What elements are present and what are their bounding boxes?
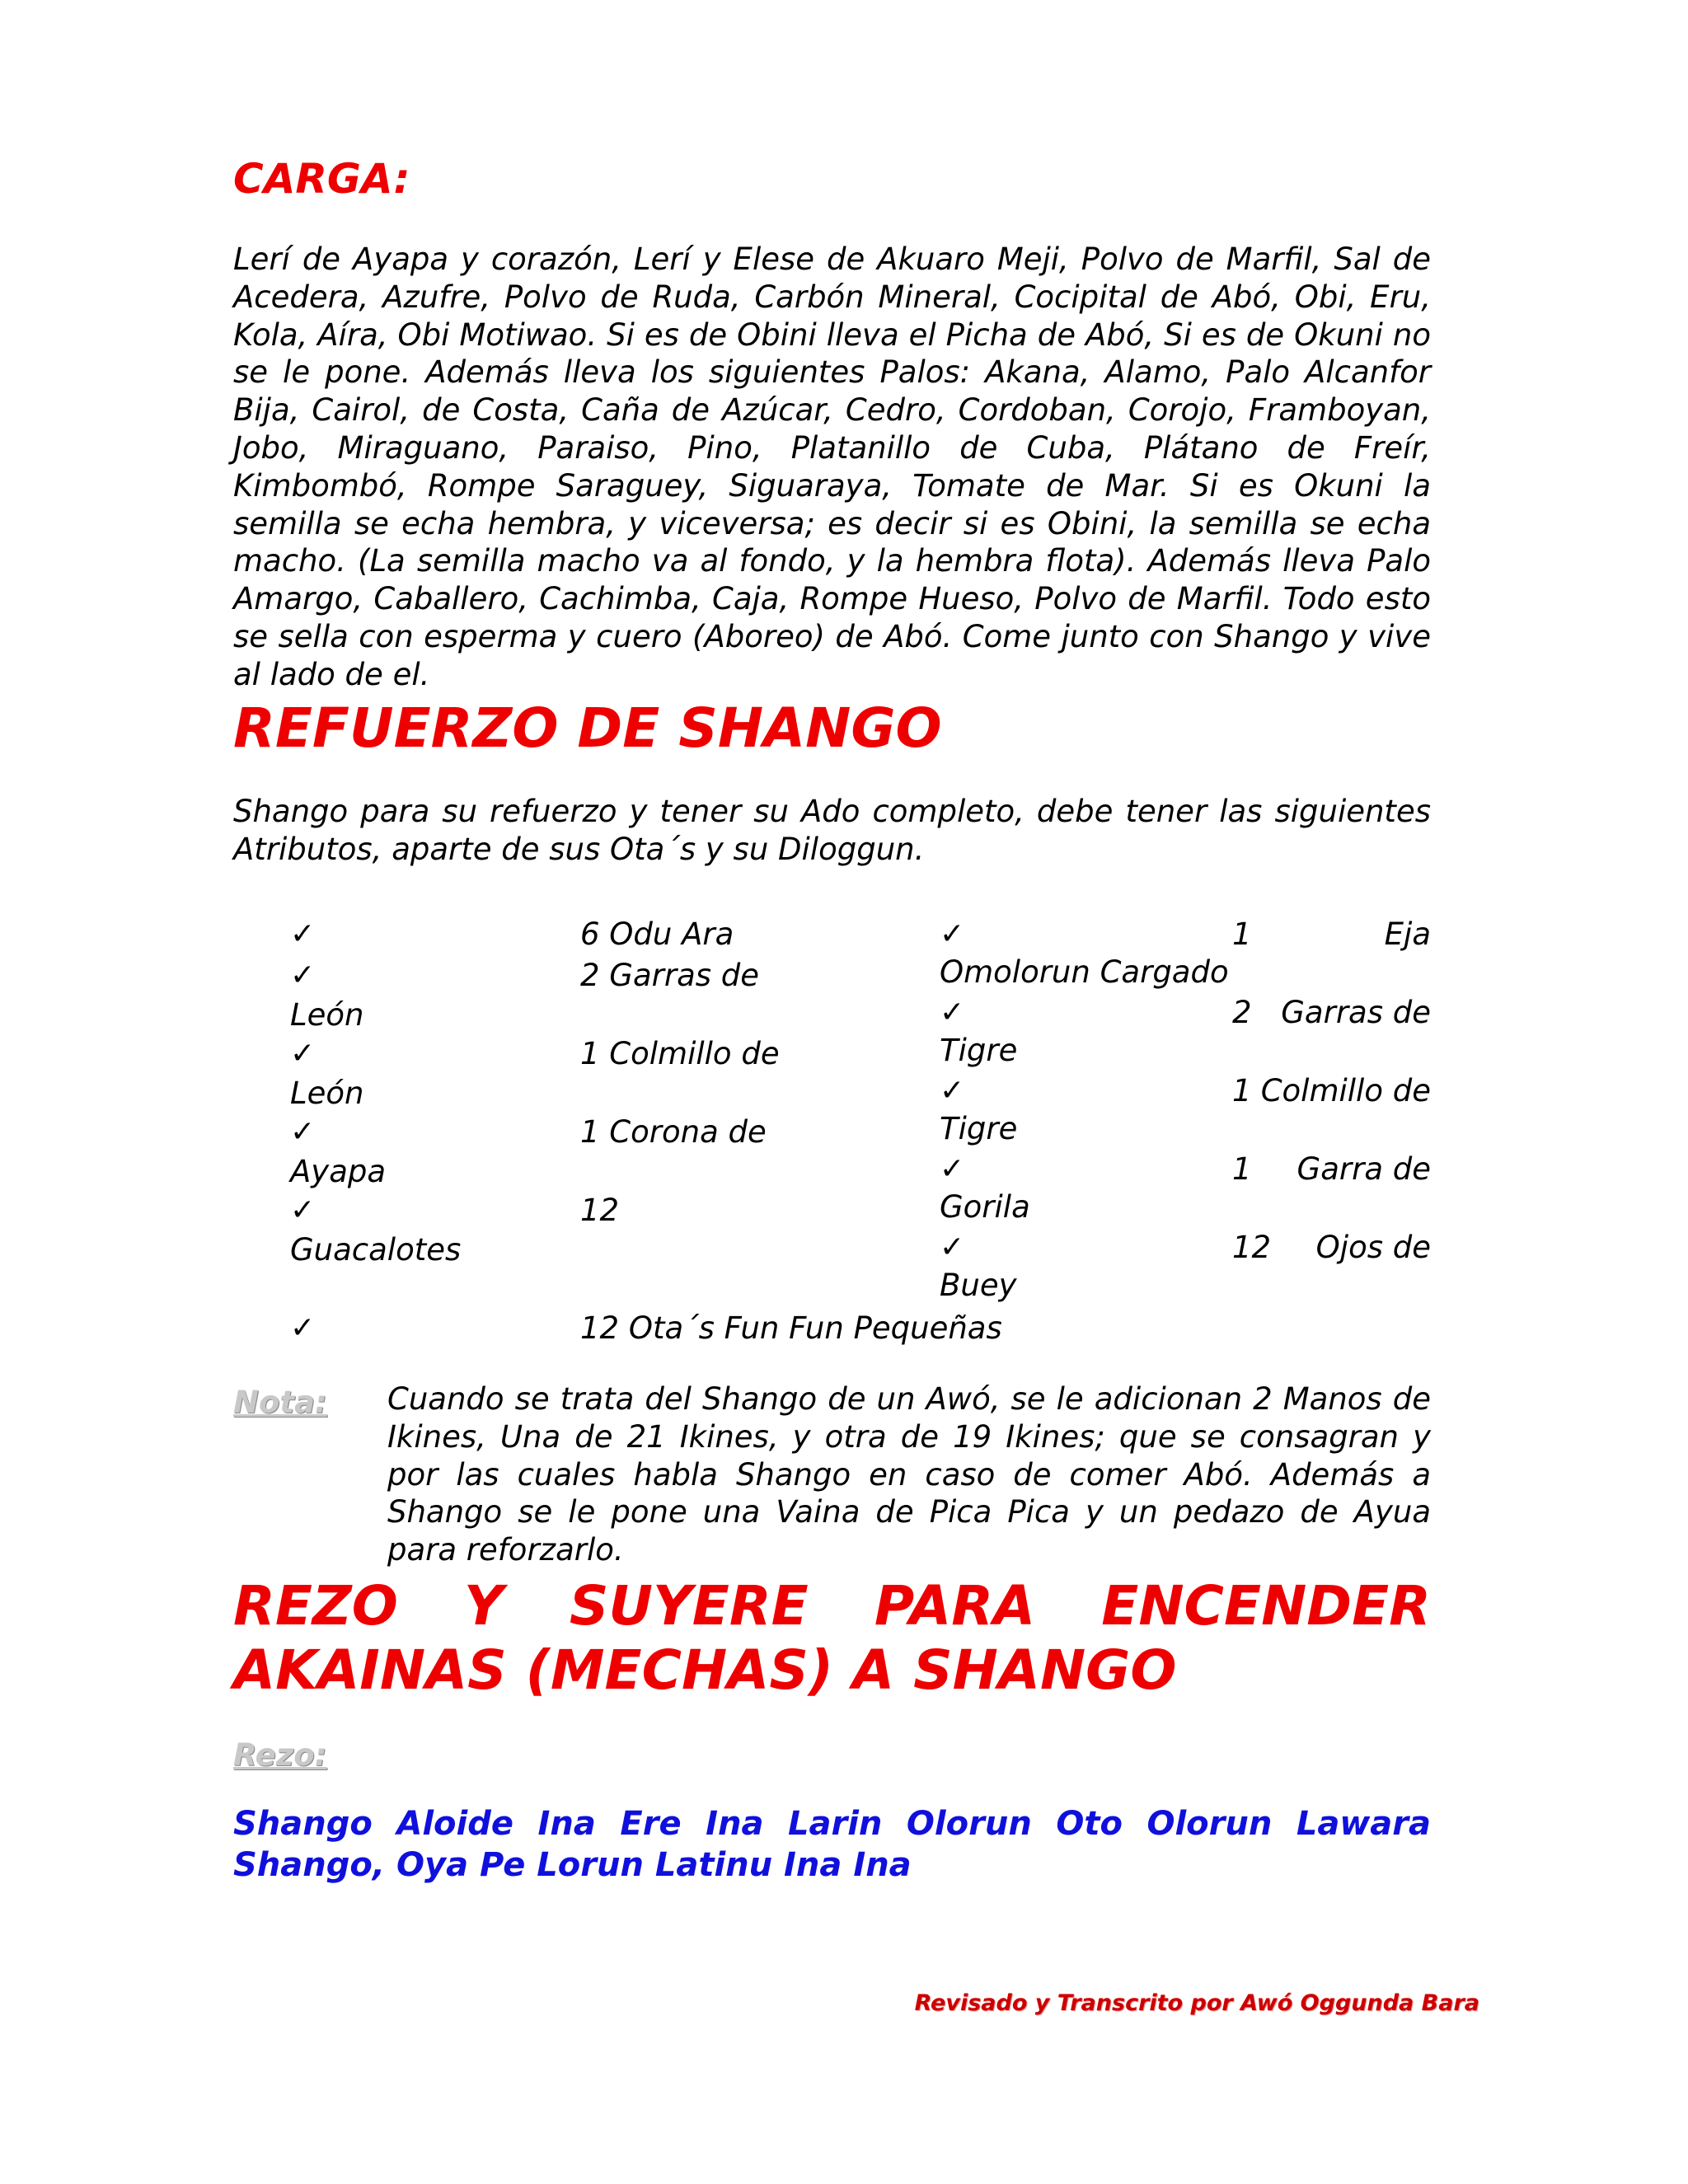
refuerzo-heading: REFUERZO DE SHANGO <box>233 696 942 760</box>
rezo-heading: REZO Y SUYERE PARA ENCENDER AKAINAS (MECHAS) A SHANGO <box>233 1574 1431 1702</box>
checkmark-icon: ✓ <box>940 917 965 951</box>
checkmark-icon: ✓ <box>290 917 316 951</box>
checkmark-icon: ✓ <box>940 1074 965 1108</box>
document-page: CARGA: Lerí de Ayapa y corazón, Lerí y Elese de Akuaro Meji, Polvo de Marfil, Sal de Acedera, Azufre, Polvo de Ruda, Carbón Mineral, Cocipital de Abó, Obi, Eru, Kola, Aíra, Obi Motiwao. Si es de Obini lleva el Picha de Abó, Si es de Okuni no se le pone. Además lleva los siguientes Palos: Akana, Alamo, Palo Alcanfor Bija, Cairol, de Costa, Caña de Azúcar, Cedro, Cordoban, Corojo, Framboyan, Jobo, Miraguano, Paraiso, Pino, Platanillo de Cuba, Plátano de Freír, Kimbombó, Rompe Saraguey, Siguaraya, Tomate de Mar. Si es Okuni la semilla se echa hembra, y viceversa; es decir si es Obini, la semilla se echa macho. (La semilla macho va al fondo, y la hembra flota). Además lleva Palo Amargo, Caballero, Cachimba, Caja, Rompe Hueso, Polvo de Marfil. Todo esto se sella con esperma y cuero (Aboreo) de Abó. Come junto con Shango y vive al lado de el. REFUERZO DE SHANGO Shango para su refuerzo y tener su Ado completo, debe tener las siguientes Atributos, aparte de sus Ota´s y su Diloggun. ✓ 6 Odu Ara ✓ 2 Garras de León ✓ 1 Colmillo de León ✓ 1 Corona de Ayapa ✓ 12 Guacalotes ✓ 12 Ota´s Fun Fun Pequeñas ✓ 1 Eja Omolorun Cargado ✓ 2 Garras de Tigre ✓ 1 Colmillo de Tigre ✓ 1 Garra de Gorila ✓ 12 Ojos de Buey Nota: Cuando se trata del Shango de un Awó, se le adicionan 2 Manos de Ikines, Una de 21 Ikines, y otra de 19 Ikines; que se consagran y por las cuales habla Shango en caso de comer Abó. Además a Shango se le pone una Vaina de Pica Pica y un pedazo de Ayua para reforzarlo. REZO Y SUYERE PARA ENCENDER AKAINAS (MECHAS) A SHANGO Rezo: Shango Aloide Ina Ere Ina Larin Olorun Oto Olorun Lawara Shango, Oya Pe Lorun Latinu Ina Ina Revisado y Transcrito por Awó Oggunda Bara <box>233 155 1479 2016</box>
footer-credit: Revisado y Transcrito por Awó Oggunda Bara <box>914 1990 1479 2016</box>
refuerzo-intro: Shango para su refuerzo y tener su Ado completo, debe tener las siguientes Atributos, aparte de sus Ota´s y su Diloggun. <box>233 794 1431 867</box>
checkmark-icon: ✓ <box>290 1311 316 1345</box>
checkmark-icon: ✓ <box>940 996 965 1029</box>
carga-paragraph: Lerí de Ayapa y corazón, Lerí y Elese de Akuaro Meji, Polvo de Marfil, Sal de Acedera, Azufre, Polvo de Ruda, Carbón Mineral, Cocipital de Abó, Obi, Eru, Kola, Aíra, Obi Motiwao. Si es de Obini lleva el Picha de Abó, Si es de Okuni no se le pone. Además lleva los siguientes Palos: Akana, Alamo, Palo Alcanfor Bija, Cairol, de Costa, Caña de Azúcar, Cedro, Cordoban, Corojo, Framboyan, Jobo, Miraguano, Paraiso, Pino, Platanillo de Cuba, Plátano de Freír, Kimbombó, Rompe Saraguey, Siguaraya, Tomate de Mar. Si es Okuni la semilla se echa hembra, y viceversa; es decir si es Obini, la semilla se echa macho. (La semilla macho va al fondo, y la hembra flota). Además lleva Palo Amargo, Caballero, Cachimba, Caja, Rompe Hueso, Polvo de Marfil. Todo esto se sella con esperma y cuero (Aboreo) de Abó. Come junto con Shango y vive al lado de el. <box>233 241 1431 692</box>
nota-label: Nota: <box>233 1385 327 1420</box>
checkmark-icon: ✓ <box>290 1193 316 1227</box>
carga-heading: CARGA: <box>233 155 410 203</box>
checkmark-icon: ✓ <box>290 1115 316 1149</box>
checkmark-icon: ✓ <box>940 1152 965 1186</box>
nota-paragraph: Cuando se trata del Shango de un Awó, se le adicionan 2 Manos de Ikines, Una de 21 Ikines, y otra de 19 Ikines; que se consagran y por las cuales habla Shango en caso de comer Abó. Además a Shango se le pone una Vaina de Pica Pica y un pedazo de Ayua para reforzarlo. <box>387 1381 1431 1568</box>
checkmark-icon: ✓ <box>290 1037 316 1071</box>
checkmark-icon: ✓ <box>290 958 316 992</box>
checkmark-icon: ✓ <box>940 1230 965 1264</box>
rezo-prayer-text: Shango Aloide Ina Ere Ina Larin Olorun Oto Olorun Lawara Shango, Oya Pe Lorun Latinu Ina Ina <box>233 1805 1431 1884</box>
rezo-label: Rezo: <box>233 1737 327 1773</box>
